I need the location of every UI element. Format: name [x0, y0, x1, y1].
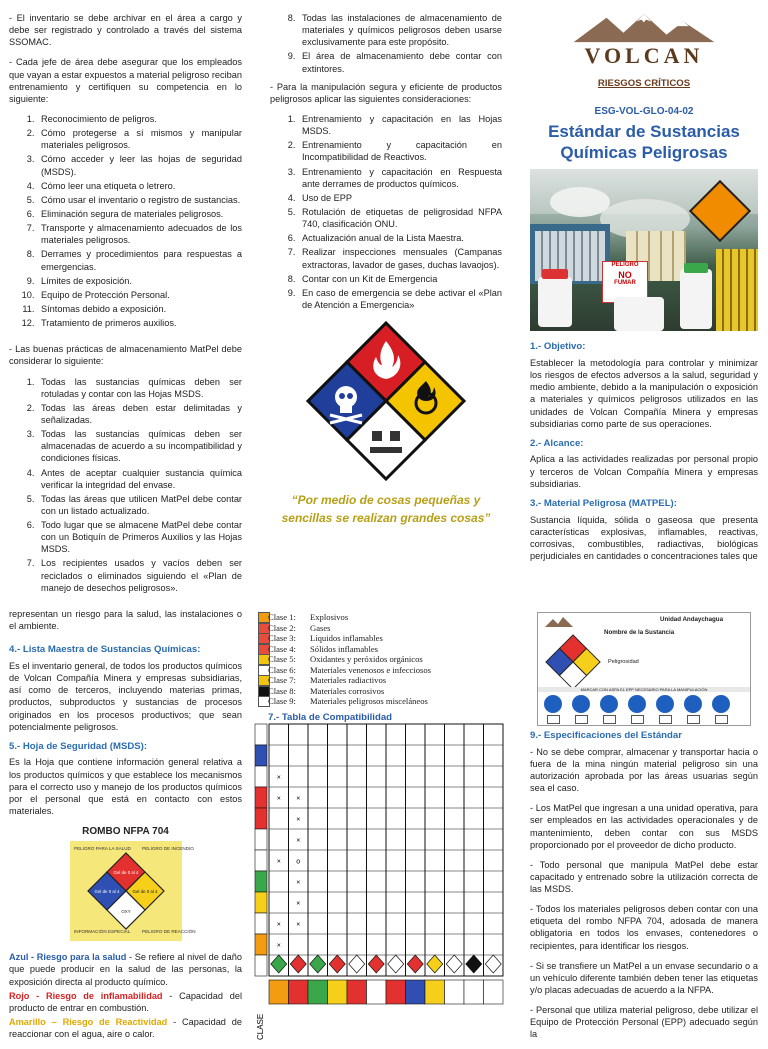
training-list-item: 6. Eliminación segura de materiales peligrosos. [37, 208, 242, 220]
grid-mark: × [276, 921, 281, 929]
class-name: Gases [310, 622, 331, 633]
handling-list-item: 6. Actualización anual de la Lista Maestra. [298, 232, 502, 244]
bottle-2 [614, 297, 664, 331]
hazard-placard-icon [407, 955, 423, 973]
scope-text: Aplica a las actividades realizadas por personal propio y terceros de Volcan Compañía Minera y empresas subsidiarias. [530, 454, 758, 489]
hazard-class-row [255, 654, 505, 664]
handling-list-item: 5. Rotulación de etiquetas de peligrosidad NFPA 740, clasificación ONU. [298, 206, 502, 230]
row-color-strip [255, 808, 267, 829]
class-label: Clase 7: [268, 675, 296, 685]
logo-wordmark: VOLCAN [584, 43, 704, 69]
training-list-item: 9. Límites de exposición. [37, 275, 242, 287]
storage-list-item: 8. Todas las instalaciones de almacenamiento de materiales y químicos peligrosos deben usarse exclusivamente para este propósito. [298, 12, 502, 48]
apron-icon [684, 695, 702, 713]
master-list-text: Es el inventario general, de todos los productos químicos de Volcan Compañía Minera y empresas subsidiarias, así como de terceros, incluyendo materias primas, productos, subproductos y sustancias de procesos originados en los procesos productivos; que sean potencialmente peligrosos. [9, 660, 242, 732]
class-name: Sólidos inflamables [310, 643, 379, 654]
hazard-placard-icon [388, 955, 404, 973]
hazard-class-row [255, 623, 505, 633]
hazard-placard-icon [290, 955, 306, 973]
nfpa-diamond-image [70, 841, 196, 941]
hazard-placard-icon [368, 955, 384, 973]
column-color-header [484, 980, 504, 1004]
handling-list-item: 2. Entrenamiento y capacitación en Incompatibilidad de Reactivos. [298, 139, 502, 163]
azul-label: Azul - Riesgo para la salud [9, 952, 127, 963]
column-color-header [464, 980, 484, 1004]
class-label: Clase 6: [268, 664, 296, 675]
row-color-strip [255, 871, 267, 892]
label-diamond-icon [544, 633, 602, 691]
hearing-icon [712, 695, 730, 713]
specification-paragraph: - Todos los materiales peligrosos deben contar con una etiqueta del rombo NFPA 704, adosada de manera obligatoria en todos los envases, contenedores o recipientes, para identificar los riesgos. [530, 904, 758, 951]
column-color-header [406, 980, 426, 1004]
handling-list-item: 8. Contar con un Kit de Emergencia [298, 273, 502, 285]
handling-list-item: 3. Entrenamiento y capacitación en Respuesta ante derrames de productos químicos. [298, 166, 502, 190]
training-list-item: 10. Equipo de Protección Personal. [37, 289, 242, 301]
clase-axis-label: CLASE [256, 1013, 265, 1040]
title-line-2: Químicas Peligrosas [560, 142, 728, 162]
rombo-corner-label: PELIGRO DE INCENDIO [141, 846, 194, 852]
ppe-checkbox[interactable] [631, 715, 644, 724]
hazard-class-row [255, 696, 505, 706]
storage-list-item: 9. El área de almacenamiento debe contar con extintores. [298, 50, 502, 74]
rombo-corner-label: PELIGRO DE REACCIÓN [141, 929, 196, 935]
volcan-label-logo [544, 615, 574, 629]
training-list-item: 7. Transporte y almacenamiento adecuados de los materiales peligrosos. [37, 222, 242, 246]
label-epp-bar: MARCAR CON ASPA EL EPP NECESARIO PARA LA MANIPULACIÓN [538, 687, 750, 692]
hazard-class-row [255, 633, 505, 643]
training-intro: - Cada jefe de área debe asegurar que los empleados que vayan a estar expuestos a material peligroso reciban entrenamiento y certifiquen su competencia en lo siguiente: [9, 57, 242, 104]
specification-paragraph: - Todo personal que manipula MatPel debe estar capacitado y entrenado sobre la utilización correcta de las MSDS. [530, 859, 758, 895]
training-list-item: 11. Síntomas debido a exposición. [37, 303, 242, 315]
handling-list [270, 113, 502, 311]
training-list-item: 5. Cómo usar el inventario o registro de sustancias. [37, 194, 242, 206]
class-name: Líquidos inflamables [310, 633, 383, 643]
scope-heading: 2.- Alcance: [530, 437, 584, 449]
grid-mark: × [296, 795, 301, 803]
rombo-corner-label: PELIGRO PARA LA SALUD [73, 846, 131, 852]
document-code: ESG-VOL-GLO-04-02 [594, 105, 694, 117]
handling-intro: - Para la manipulación segura y eficiente de productos peligrosos aplicar las siguientes consideraciones: [270, 81, 502, 104]
panel-cover [530, 12, 758, 570]
hazard-placard-icon [329, 955, 345, 973]
compat-caption: 7.- Tabla de Compatibilidad [268, 712, 393, 723]
substance-label-image [537, 612, 751, 726]
matpel-heading: 3.- Material Peligrosa (MATPEL): [530, 497, 677, 509]
label-name: Nombre de la Sustancia [604, 629, 675, 636]
grid-mark: × [296, 879, 301, 887]
row-color-strip [255, 787, 267, 808]
motto-quote: “Por medio de cosas pequeñas y sencillas se realizan grandes cosas” [281, 493, 491, 526]
volcan-logo [530, 12, 758, 69]
section-label: RIESGOS CRÍTICOS [597, 78, 691, 89]
storage-practice-item: 3. Todas las sustancias químicas deben ser almacenadas de acuerdo a su incompatibilidad y condiciones físicas. [37, 428, 242, 464]
label-peligrosidad: Peligrosidad [608, 659, 639, 665]
ppe-checkbox[interactable] [603, 715, 616, 724]
panel-left-bottom [9, 608, 242, 1048]
row-color-strip [255, 892, 267, 913]
hazard-class-row [255, 612, 505, 622]
handling-list-item: 7. Realizar inspecciones mensuales (Campanas extractoras, lavador de gases, duchas lavaojos). [298, 246, 502, 270]
grid-mark: o [296, 858, 301, 866]
storage-intro: - Las buenas prácticas de almacenamiento MatPel debe considerar lo siguiente: [9, 344, 242, 367]
column-color-header [386, 980, 406, 1004]
class-label: Clase 4: [268, 643, 296, 654]
grid-mark: × [296, 921, 301, 929]
row-color-strip [255, 724, 267, 745]
hazard-class-row [255, 686, 505, 696]
row-color-strip [255, 850, 267, 871]
hazard-class-row [255, 644, 505, 654]
inventory-paragraph: - El inventario se debe archivar en el área a cargo y debe ser registrado y controlado a través del sistema SSOMAC. [9, 13, 242, 48]
bottle-1 [538, 277, 572, 327]
msds-heading: 5.- Hoja de Seguridad (MSDS): [9, 740, 148, 752]
panel-left-top [9, 12, 242, 604]
matpel-text-cont: representan un riesgo para la salud, las instalaciones o el ambiente. [9, 609, 242, 632]
storage-practice-item: 6. Todo lugar que se almacene MatPel debe contar con un Botiquín de Primeros Auxilios y las Hojas MSDS. [37, 519, 242, 555]
rombo-title: ROMBO NFPA 704 [82, 826, 169, 838]
row-color-strip [255, 766, 267, 787]
grid-mark: × [276, 774, 281, 782]
ppe-checkbox[interactable] [659, 715, 672, 724]
rojo-label: Rojo - Riesgo de inflamabilidad [9, 990, 163, 1001]
row-color-strip [255, 913, 267, 934]
handling-list-item: 1. Entrenamiento y capacitación en las Hojas MSDS. [298, 113, 502, 137]
azul-text: - Se refiere al nivel de daño que puede producir en la salud de las personas, la exposición directa al producto químico. [9, 952, 242, 987]
grid-mark: × [296, 816, 301, 824]
storage-practice-item: 5. Todas las áreas que utilicen MatPel debe contar con un listado actualizado. [37, 493, 242, 517]
rombo-inner-label: Gel de 0 al 4 [132, 889, 157, 895]
training-list-item: 4. Cómo leer una etiqueta o letrero. [37, 180, 242, 192]
column-color-header [425, 980, 445, 1004]
ppe-checkbox[interactable] [687, 715, 700, 724]
specifications-list [530, 746, 758, 1041]
class-name: Explosivos [310, 612, 349, 622]
training-list-item: 1. Reconocimiento de peligros. [37, 113, 242, 125]
hazard-class-list [255, 612, 505, 712]
training-list-item: 12. Tratamiento de primeros auxilios. [37, 317, 242, 329]
storage-practices-list [9, 376, 242, 594]
panel-middle-top [270, 12, 502, 527]
hazard-class-row [255, 665, 505, 675]
amarillo-paragraph [9, 1016, 242, 1040]
grid-mark: × [276, 795, 281, 803]
storage-practice-item: 1. Todas las sustancias químicas deben ser rotuladas y contar con las Hojas MSDS. [37, 376, 242, 400]
class-name: Materiales venenosos e infecciosos [310, 664, 431, 675]
training-list-item: 2. Cómo protegerse a sí mismos y manipular materiales peligrosos. [37, 127, 242, 151]
mountain-logo-icon [569, 12, 719, 44]
rombo-inner-label: OXY [120, 909, 131, 915]
column-color-header [328, 980, 348, 1004]
safety-glasses-icon [544, 695, 562, 713]
ppe-checkbox[interactable] [575, 715, 588, 724]
rombo-inner-label: Gel de 0 al 4 [94, 889, 119, 895]
storage-list-continued [270, 12, 502, 75]
hazard-class-row [255, 675, 505, 685]
hazard-placard-icon [427, 955, 443, 973]
hazard-placard-icon [310, 955, 326, 973]
grid-mark: × [276, 858, 281, 866]
class-name: Oxidantes y peróxidos orgánicos [310, 654, 423, 664]
training-list [9, 113, 242, 329]
class-label: Clase 2: [268, 622, 296, 633]
storage-practice-item: 2. Todas las áreas deben estar delimitadas y señalizadas. [37, 402, 242, 426]
specification-paragraph: - Los MatPel que ingresan a una unidad operativa, para ser empleados en las actividades operacionales y de mantenimiento, deben contar con sus MSDS proporcionado por el proveedor de dicho producto. [530, 803, 758, 850]
specification-paragraph: - Si se transfiere un MatPel a un envase secundario o a un vehículo diferente también deben tener las etiquetas y/o placas adecuadas de acuerdo a la NFPA. [530, 960, 758, 996]
helmet-icon [572, 695, 590, 713]
title-line-1: Estándar de Sustancias [548, 121, 740, 141]
row-color-strip [255, 829, 267, 850]
objective-text: Establecer la metodología para controlar y minimizar los riesgos de efectos adversos a la salud, seguridad y medio ambiente, debido a la manipulación o exposición a materiales y químicos peligrosos utilizados en las unidades de Volcan Compañía Minera y empresas subsidiarias como parte de sus operaciones. [530, 357, 758, 429]
hazard-placard-icon [349, 955, 365, 973]
class-label: Clase 5: [268, 654, 296, 664]
column-color-header [367, 980, 387, 1004]
amarillo-label: Amarillo – Riesgo de Reactividad [9, 1017, 168, 1028]
matpel-text: Sustancia líquida, sólida o gaseosa que presenta características explosivas, inflamables, reactivas, corrosivas, combustibles, radiactivas, biológicas perjudiciales en cantidades o concentraciones tales que [530, 514, 758, 561]
row-color-strip [255, 955, 267, 976]
class-label: Clase 1: [268, 612, 296, 622]
master-list-heading: 4.- Lista Maestra de Sustancias Químicas: [9, 644, 201, 656]
gloves-icon [656, 695, 674, 713]
storage-practice-item: 7. Los recipientes usados y vacíos deben ser reciclados o eliminados siguiendo el «Plan de manejo de desechos peligrosos». [37, 557, 242, 593]
hazard-placard-icon [271, 955, 287, 973]
column-color-header [347, 980, 367, 1004]
column-color-header [269, 980, 289, 1004]
specifications-heading: 9.- Especificaciones del Estándar [530, 730, 682, 741]
ppe-checkbox[interactable] [715, 715, 728, 724]
row-color-strip [255, 745, 267, 766]
storage-practice-item: 4. Antes de aceptar cualquier sustancia química verificar la integridad del envase. [37, 467, 242, 491]
class-label: Clase 3: [268, 633, 296, 643]
hazard-placard-icon [485, 955, 501, 973]
hazard-placard-icon [466, 955, 482, 973]
hazard-diamond-image [296, 321, 476, 481]
rombo-inner-label: Gel de 0 al 4 [113, 870, 138, 876]
grid-mark: × [276, 942, 281, 950]
hazard-placard-icon [446, 955, 462, 973]
column-color-header [308, 980, 328, 1004]
column-color-header [445, 980, 465, 1004]
amarillo-text: - Capacidad de reaccionar con el agua, aire o calor. [9, 1017, 242, 1040]
boots-icon [628, 695, 646, 713]
chemicals-photo [530, 169, 758, 331]
class-name: Materiales radiactivos [310, 675, 387, 685]
class-name: Materiales peligrosos misceláneos [310, 696, 428, 706]
specification-paragraph: - Personal que utiliza material peligroso, debe utilizar el Equipo de Protección Personal (EPP) adecuado según la [530, 1005, 758, 1040]
row-color-strip [255, 934, 267, 955]
class-label: Clase 8: [268, 685, 296, 696]
grid-mark: × [296, 900, 301, 908]
rojo-text: - Capacidad del producto de entrar en combustión. [9, 990, 243, 1013]
specification-paragraph: - No se debe comprar, almacenar y transportar hacia o fuera de la mina ningún material peligroso sin una autorización aprobada por las áreas usuarias según sea el caso. [530, 746, 758, 794]
ppe-checkbox[interactable] [547, 715, 560, 724]
column-color-header [289, 980, 309, 1004]
azul-paragraph [9, 951, 242, 987]
ppe-icons-row [544, 695, 744, 723]
handling-list-item: 9. En caso de emergencia se debe activar el «Plan de Atención a Emergencia» [298, 287, 502, 311]
compatibility-table [255, 612, 505, 1040]
class-label: Clase 9: [268, 696, 296, 706]
panel-right-bottom [530, 612, 758, 1049]
handling-list-item: 4. Uso de EPP [298, 192, 502, 204]
training-list-item: 8. Derrames y procedimientos para respuestas a emergencias. [37, 248, 242, 272]
msds-text: Es la Hoja que contiene información general relativa a los productos químicos y que establece los mecanismos para el correcto uso y manejo de los productos químicos por el personal que está en contacto con estos materiales. [9, 757, 242, 816]
rojo-paragraph [9, 990, 242, 1014]
document-title [530, 122, 758, 163]
label-company: Unidad Andaychagua [660, 616, 724, 623]
no-smoking-sign: PELIGRO NO FUMAR [602, 261, 648, 303]
grid-mark: × [296, 837, 301, 845]
respirator-icon [600, 695, 618, 713]
compatibility-grid [255, 724, 505, 1040]
training-list-item: 3. Cómo acceder y leer las hojas de seguridad (MSDS). [37, 153, 242, 177]
objective-heading: 1.- Objetivo: [530, 341, 586, 353]
rombo-corner-label: INFORMACIÓN ESPECIAL [73, 929, 130, 935]
class-name: Materiales corrosivos [310, 685, 385, 696]
